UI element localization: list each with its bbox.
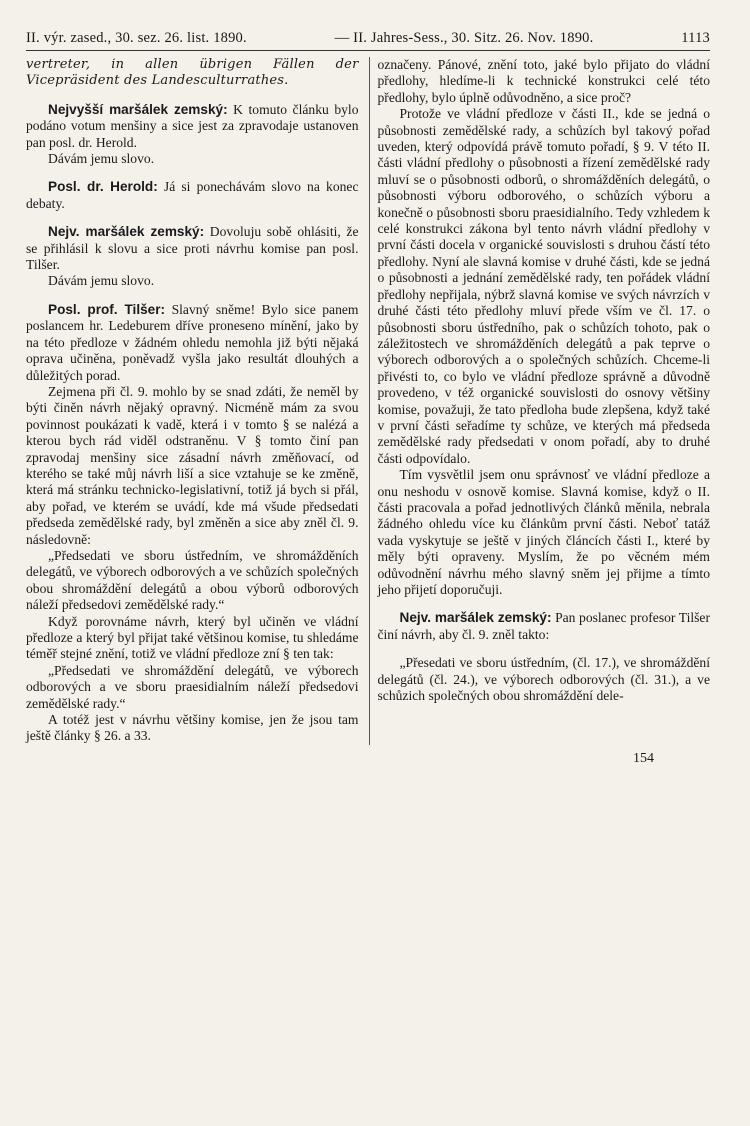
speech-paragraph xyxy=(26,302,359,384)
speech-paragraph xyxy=(26,179,359,212)
paragraph-gap xyxy=(26,167,359,179)
speech-paragraph xyxy=(378,610,711,643)
speech-paragraph xyxy=(26,224,359,273)
paragraph: označeny. Pánové, znění toto, jaké bylo přijato do vládní předlohy, hledíme-li k technické konstrukci celé této předlohy, bylo úplně odůvodněno, a sice proč? xyxy=(377,57,710,105)
paragraph-gap xyxy=(26,212,359,224)
paragraph-gap xyxy=(378,643,711,655)
paragraph-gap xyxy=(378,598,711,610)
speaker-name: Nejvyšší maršálek zemský: xyxy=(48,101,228,117)
speech-text: Pan poslanec profesor Tilšer činí návrh, aby čl. 9. zněl takto: xyxy=(377,610,710,642)
speaker-name: Nejv. maršálek zemský: xyxy=(399,610,552,626)
header-czech: II. výr. zased., 30. sez. 26. list. 1890. xyxy=(26,30,247,46)
right-column xyxy=(369,57,711,745)
paragraph: „Předsedati ve sboru ústředním, ve shromážděních delegátů, ve výborech odborových a ve schůzích společných obou shromáždění delegátů a obou výborů odborových náleží předsedovi zemědělské rady.“ xyxy=(26,547,359,613)
text-columns xyxy=(26,57,710,745)
paragraph: Dávám jemu slovo. xyxy=(48,273,155,289)
paragraph: Zejmena při čl. 9. mohlo by se snad zdáti, že neměl by býti činěn návrh nějaký opravný. Nicméně mám za svou povinnost poukázati k vadě, která i v tomto § se nalézá a kterou bych rád viděl odstraněnu. V § tomto činí pan zpravodaj menšiny sice zásadní návrh změňovací, od kterého se také můj návrh liší a sice vztahuje se ke změně, která má stránku technicko-legislativní, totiž já bych si přál, aby pořad, ve kterém se uvádí, kde má všude předsedati předseda zemědělské rady, byl změněn a sice aby zněl čl. 9. následovně: xyxy=(26,383,359,547)
speech-text: Dovoluju sobě ohlásiti, že se přihlásil k slovu a sice proti návrhu komise pan posl. Tilšer. xyxy=(26,224,359,273)
paragraph-gap xyxy=(26,90,359,102)
paragraph: Protože ve vládní předloze v části II., kde se jedná o působnosti zemědělské rady, a schůzích byl takový pořad uveden, který odpovídá právě tomuto pořadí, § 9. V této II. části vládní předlohy o působnosti a řízení zemědělské rady mluví se o působnosti odborů, o shromážděních delegátů, o působnosti výboru odborového, o schůzích výboru a konečně o působnosti sboru praesidialního. Tedy vzhledem k celé konstrukci zákona byl tento návrh vládní předlohy v první části docela v organické souvislosti s druhou částí této předlohy. Nyní ale slavná komise v druhé části, kde se jedná o působnosti a jednání zemědělské rady, ten pořádek vládní předlohy nepřijala, nýbrž slavná komise ve svých návrzích v druhé části této předlohy mluví přede vším ve čl. 17. o působnosti sboru ústředního, pak o schůzích tohoto, pak o záležitostech ve shromážděních delegátů a pak teprve o výborech odborových a o společných schůzích. Chceme-li přivésti to, co bylo ve vládní předloze správně a důvodně provedeno, v též organické souvislosti do osnovy většiny komise, považuji, že tato předloha bude zlepšena, když také v první části seřadíme ty schůze, ve kterých má předseda zemědělské rady předsedati v onom pořadí, aby to druhé části odpovídalo. xyxy=(377,106,710,466)
paragraph-gap xyxy=(26,290,359,302)
speech-text: Slavný sněme! Bylo sice panem poslancem hr. Ledeburem dříve proneseno mínění, jako by na této předloze v žádném ohledu nemohla již býti nějaká oprava učiněna, poněvadž vyšla jako resultát dlouhých a důležitých porad. xyxy=(26,301,359,383)
paragraph: „Předsedati ve shromáždění delegátů, ve výborech odborových a ve sboru praesidialním náleží předsedovi zemědělské rady.“ xyxy=(26,662,359,711)
paragraph: „Přesedati ve sboru ústředním, (čl. 17.), ve shromáždění delegátů (čl. 24.), ve výborech odborových (čl. 31.), a ve schůzich společných obou shromáždění dele- xyxy=(377,655,710,704)
page-number: 154 xyxy=(633,750,654,766)
paragraph: Když porovnáme návrh, který byl učiněn ve vládní předloze a který byl přijat také většinou komise, tu shledáme téměř stejné znění, totiž ve vládní předloze zní § ten tak: xyxy=(26,613,359,662)
german-text: vertreter, in allen übrigen Fällen der Vicepräsident des Landesculturrathes. xyxy=(26,57,359,89)
header-german: — II. Jahres-Sess., 30. Sitz. 26. Nov. 1890. xyxy=(334,30,594,46)
speaker-name: Posl. dr. Herold: xyxy=(48,179,158,195)
paragraph: A totéž jest v návrhu většiny komise, jen že jsou tam ještě články § 26. a 33. xyxy=(26,712,359,744)
header-page: 1113 xyxy=(681,30,710,46)
speaker-name: Posl. prof. Tilšer: xyxy=(48,301,166,317)
paragraph: Dávám jemu slovo. xyxy=(48,151,155,167)
speech-text: K tomuto článku bylo podáno votum menšiny a sice jest za zpravodaje ustanoven pan posl. dr. Herold. xyxy=(26,101,359,150)
paragraph: Tím vysvětlil jsem onu správnosť ve vládní předloze a onu neshodu v osnově komise. Slavná komise, když o II. části pracovala a pořad jednotlivých článků měnila, nebrala žádného ohledu více ku článkům první části. Neboť tatáž vada vyskytuje se ještě v jiných článcích části I., které by měly býti opraveny. Myslím, že po věcném mém odůvodnění návrhu mého slavný sněm jej přijme a tímto jeho přijetí doporučuji. xyxy=(377,467,710,597)
speaker-name: Nejv. maršálek zemský: xyxy=(48,224,205,240)
speech-paragraph xyxy=(26,102,359,151)
speech-text: Já si ponechávám slovo na konec debaty. xyxy=(26,179,359,211)
running-header xyxy=(26,30,710,51)
left-column xyxy=(26,57,359,745)
